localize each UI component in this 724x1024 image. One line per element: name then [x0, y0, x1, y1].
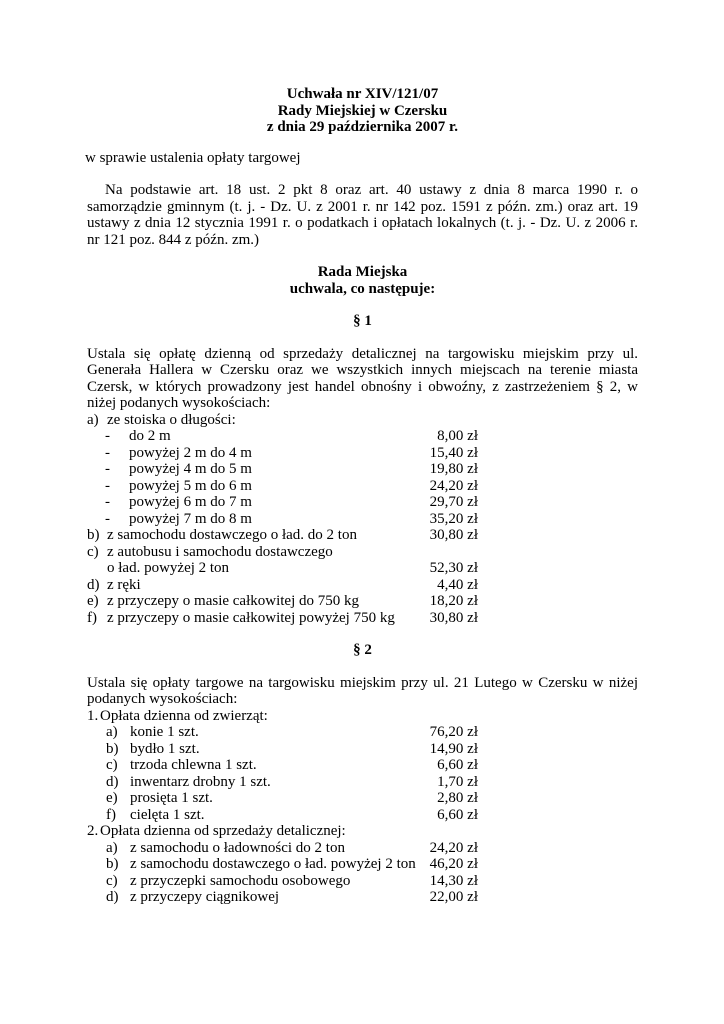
fee-row-marker: a): [87, 411, 99, 428]
fee-row-marker: e): [106, 790, 118, 806]
fee-row-price: 22,00 zł: [429, 889, 478, 905]
fee-row-label: z samochodu dostawczego o ład. do 2 ton: [107, 527, 357, 543]
fee-row: [87, 840, 638, 857]
fee-row-marker: -: [105, 428, 110, 444]
fee-row-price: 35,20 zł: [429, 510, 478, 527]
section1-fee-list: [87, 412, 638, 627]
fee-row: [87, 889, 638, 906]
fee-row-label: Opłata dzienna od sprzedaży detalicznej:: [100, 823, 346, 839]
fee-row-marker: 2.: [87, 823, 99, 839]
section2-text: Ustala się opłaty targowe na targowisku miejskim przy ul. 21 Lutego w Czersku w niżej podanych wysokościach:: [87, 674, 638, 707]
fee-row-price: 6,60 zł: [437, 757, 478, 773]
fee-row-label: Opłata dzienna od zwierząt:: [100, 707, 268, 724]
fee-row-marker: -: [105, 444, 110, 461]
fee-row-price: 30,80 zł: [429, 609, 478, 626]
fee-row-label: powyżej 5 m do 6 m: [129, 477, 252, 494]
fee-row-label: inwentarz drobny 1 szt.: [130, 773, 271, 790]
fee-row-marker: -: [105, 510, 110, 527]
fee-row-price: 46,20 zł: [429, 856, 478, 872]
fee-row: [87, 856, 638, 873]
fee-row: [87, 774, 638, 791]
fee-row-price: 1,70 zł: [437, 773, 478, 790]
fee-row-label: powyżej 7 m do 8 m: [129, 510, 252, 527]
fee-row-marker: e): [87, 593, 99, 609]
fee-row-price: 4,40 zł: [437, 576, 478, 593]
fee-row: [87, 807, 638, 824]
fee-row-label: prosięta 1 szt.: [130, 790, 213, 806]
fee-row: [87, 478, 638, 495]
fee-row-marker: d): [106, 773, 119, 790]
fee-row-label: z samochodu dostawczego o ład. powyżej 2 ton: [130, 856, 416, 872]
fee-row-marker: b): [106, 856, 119, 872]
fee-row-price: 52,30 zł: [429, 560, 478, 576]
legal-basis: Na podstawie art. 18 ust. 2 pkt 8 oraz art. 40 ustawy z dnia 8 marca 1990 r. o samorządzie gminnym (t. j. - Dz. U. z 2001 r. nr 142 poz. 1591 z późn. zm.) oraz art. 19 ustawy z dnia 12 stycznia 1991 r. o podatkach i opłatach lokalnych (t. j. - Dz. U. z 2006 r. nr 121 poz. 844 z późn. zm.): [87, 182, 638, 248]
council-decision: [87, 264, 638, 297]
fee-row-marker: 1.: [87, 707, 99, 724]
fee-row-price: 29,70 zł: [429, 494, 478, 510]
section2-heading: § 2: [353, 642, 372, 658]
fee-row-label: bydło 1 szt.: [130, 740, 200, 757]
fee-row: [87, 428, 638, 445]
fee-row: [87, 873, 638, 890]
document-page: [87, 86, 638, 906]
fee-row: [87, 445, 638, 462]
fee-row: [87, 412, 638, 429]
fee-row-marker: -: [105, 477, 110, 494]
fee-row-label: do 2 m: [129, 428, 171, 444]
resolution-number: Uchwała nr XIV/121/07: [286, 86, 439, 102]
fee-row-price: 24,20 zł: [429, 839, 478, 856]
council-decision-line2: uchwala, co następuje:: [289, 280, 436, 297]
fee-row-label: powyżej 2 m do 4 m: [129, 444, 252, 461]
fee-row-marker: c): [87, 543, 99, 560]
fee-row: [87, 527, 638, 544]
fee-row-label: ze stoiska o długości:: [107, 411, 236, 428]
fee-row-label: powyżej 6 m do 7 m: [129, 494, 252, 510]
fee-row: [87, 593, 638, 610]
fee-row-marker: c): [106, 757, 118, 773]
fee-row-label: z przyczepki samochodu osobowego: [130, 872, 351, 889]
fee-row-label: o ład. powyżej 2 ton: [107, 560, 230, 576]
fee-row-marker: b): [106, 740, 119, 757]
fee-row-price: 76,20 zł: [429, 724, 478, 740]
fee-row-price: 15,40 zł: [429, 444, 478, 461]
council-name: Rady Miejskiej w Czersku: [277, 102, 448, 119]
fee-row-marker: d): [87, 576, 100, 593]
fee-row-label: konie 1 szt.: [130, 724, 199, 740]
fee-row-marker: -: [105, 494, 110, 510]
fee-row-marker: -: [105, 461, 110, 477]
fee-row: [87, 577, 638, 594]
resolution-header: [87, 86, 638, 136]
fee-row-price: 18,20 zł: [429, 593, 478, 609]
fee-row: [87, 708, 638, 725]
fee-row-marker: f): [106, 806, 116, 823]
fee-row: [87, 790, 638, 807]
section1-text: Ustala się opłatę dzienną od sprzedaży detalicznej na targowisku miejskim przy ul. Generała Hallera w Czersku oraz we wszystkich innych miejscach na terenie miasta Czersk, w których prowadzony jest handel obnośny i obwoźny, z zastrzeżeniem § 2, w niżej podanych wysokościach:: [87, 345, 638, 411]
section2-fee-list: [87, 708, 638, 906]
fee-row: [87, 724, 638, 741]
fee-row-label: z przyczepy o masie całkowitej do 750 kg: [107, 593, 359, 609]
section1-heading: § 1: [353, 313, 372, 329]
fee-row: [87, 560, 638, 577]
fee-row-label: trzoda chlewna 1 szt.: [130, 757, 257, 773]
fee-row-marker: d): [106, 889, 119, 905]
fee-row-marker: b): [87, 527, 100, 543]
fee-row: [87, 823, 638, 840]
fee-row-price: 2,80 zł: [437, 790, 478, 806]
fee-row-label: z ręki: [107, 576, 141, 593]
fee-row-label: z przyczepy o masie całkowitej powyżej 750 kg: [107, 609, 395, 626]
fee-row-price: 8,00 zł: [437, 428, 478, 444]
fee-row: [87, 757, 638, 774]
fee-row-price: 19,80 zł: [429, 461, 478, 477]
resolution-date: z dnia 29 października 2007 r.: [266, 119, 459, 135]
fee-row-price: 30,80 zł: [429, 527, 478, 543]
fee-row-label: z przyczepy ciągnikowej: [130, 889, 280, 905]
fee-row-marker: a): [106, 839, 118, 856]
fee-row-price: 14,90 zł: [429, 740, 478, 757]
fee-row-label: powyżej 4 m do 5 m: [129, 461, 252, 477]
fee-row-label: z autobusu i samochodu dostawczego: [107, 543, 333, 560]
resolution-subject: w sprawie ustalenia opłaty targowej: [85, 149, 301, 166]
fee-row: [87, 494, 638, 511]
fee-row-price: 6,60 zł: [437, 806, 478, 823]
fee-row-marker: c): [106, 872, 118, 889]
fee-row-marker: a): [106, 724, 118, 740]
fee-row: [87, 544, 638, 561]
fee-row: [87, 511, 638, 528]
council-decision-line1: Rada Miejska: [317, 264, 408, 280]
fee-row: [87, 741, 638, 758]
fee-row-label: cielęta 1 szt.: [130, 806, 205, 823]
fee-row-price: 14,30 zł: [429, 872, 478, 889]
fee-row-price: 24,20 zł: [429, 477, 478, 494]
fee-row-label: z samochodu o ładowności do 2 ton: [130, 839, 345, 856]
fee-row: [87, 461, 638, 478]
fee-row: [87, 610, 638, 627]
fee-row-marker: f): [87, 609, 97, 626]
